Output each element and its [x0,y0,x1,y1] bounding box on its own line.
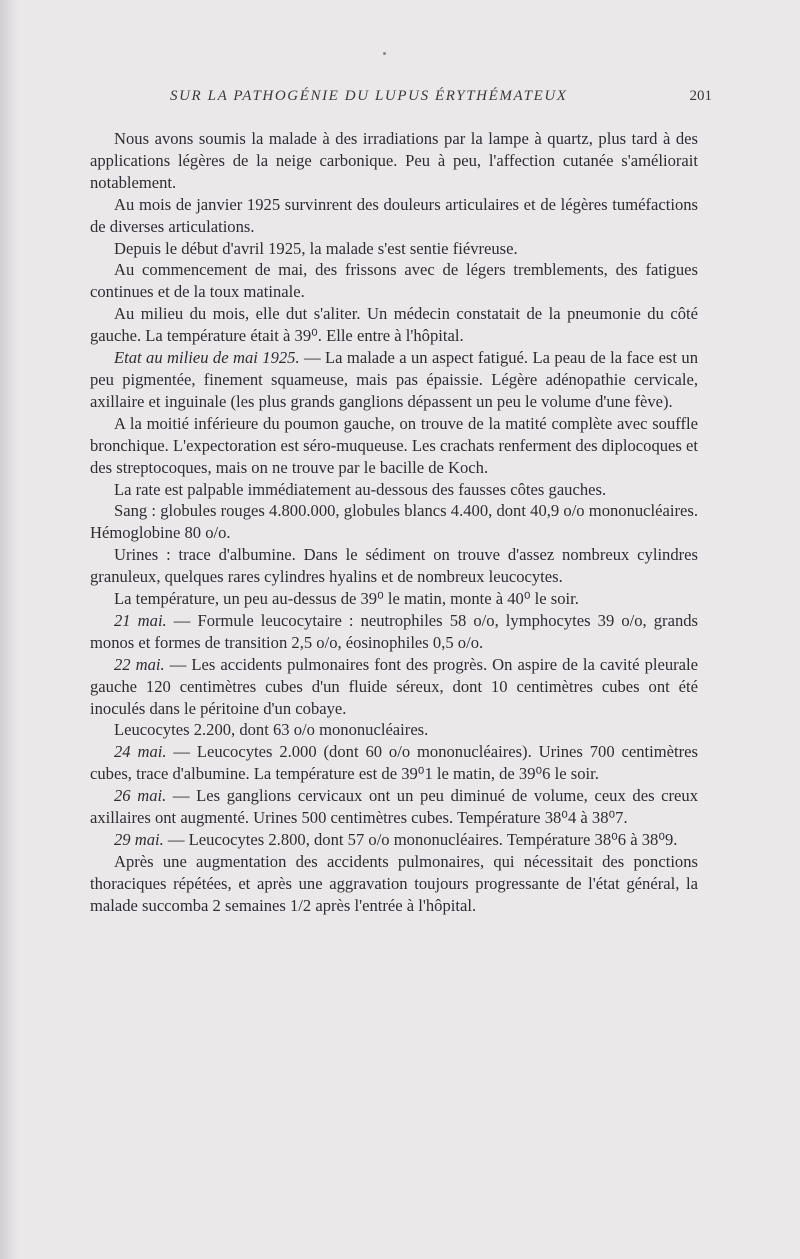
paragraph-text: Nous avons soumis la malade à des irradiations par la lampe à quartz, plus tard à des applications légères de la neige carbonique. Peu à peu, l'affection cutanée s'améliorait notablement. [90,129,698,192]
paragraph-text: A la moitié inférieure du poumon gauche, on trouve de la matité complète avec souffle bronchique. L'expectoration est séro-muqueuse. Les crachats renferment des diplocoques et des streptocoques, mais on ne trouve par le bacille de Koch. [90,413,698,477]
paragraph [90,544,698,588]
paragraph-text: Depuis le début d'avril 1925, la malade s'est sentie fiévreuse. [114,238,518,258]
paragraph [90,785,698,829]
paragraph-text: — Formule leucocytaire : neutrophiles 58 o/o, lymphocytes 39 o/o, grands monos et formes de transition 2,5 o/o, éosinophiles 0,5 o/o. [90,610,699,652]
page-number: 201 [689,88,712,104]
paragraph [90,303,698,347]
paragraph-text: Au mois de janvier 1925 survinrent des douleurs articulaires et de légères tuméfactions de diverses articulations. [90,194,698,236]
paragraph-text: Leucocytes 2.200, dont 63 o/o mononucléaires. [114,720,429,740]
paper-speck [383,52,386,55]
paragraph [90,741,698,785]
paragraph-lead: 22 mai. [114,654,165,674]
paragraph-text: La température, un peu au-dessus de 39⁰ le matin, monte à 40⁰ le soir. [114,589,579,609]
paragraph-text: Au milieu du mois, elle dut s'aliter. Un médecin constatait de la pneumonie du côté gauche. La température était à 39⁰. Elle entre à l'hôpital. [90,304,698,346]
page-edge-shadow [0,0,18,1259]
paragraph [90,259,698,303]
paragraph [90,500,698,544]
paragraph [90,654,698,720]
paragraph-text: — Leucocytes 2.800, dont 57 o/o mononucléaires. Température 38⁰6 à 38⁰9. [163,830,678,849]
paragraph [90,413,698,479]
paragraph [90,851,698,917]
running-head [90,88,710,112]
paragraph-lead: Etat au milieu de mai 1925. [114,348,300,368]
paragraph [90,610,698,654]
paragraph-text: — Leucocytes 2.000 (dont 60 o/o mononucléaires). Urines 700 centimètres cubes, trace d'albumine. La température est de 39⁰1 le matin, de 39⁰6 le soir. [90,742,698,784]
paragraph-text: Urines : trace d'albumine. Dans le sédiment on trouve d'assez nombreux cylindres granuleux, quelques rares cylindres hyalins et de nombreux leucocytes. [90,545,698,587]
paragraph-lead: 24 mai. [114,742,167,762]
paragraph-lead: 21 mai. [114,610,167,630]
paragraph-text: La rate est palpable immédiatement au-dessous des fausses côtes gauches. [114,479,607,499]
paragraph-text: — Les accidents pulmonaires font des progrès. On aspire de la cavité pleurale gauche 120 centimètres cubes d'un fluide séreux, dont 10 centimètres cubes ont été inoculés dans le péritoine d'un cobaye. [90,654,699,718]
paragraph-text: Sang : globules rouges 4.800.000, globules blancs 4.400, dont 40,9 o/o mononucléaires. Hémoglobine 80 o/o. [90,501,698,543]
paragraph [90,194,698,238]
paragraph [90,719,698,741]
paragraph-text: Après une augmentation des accidents pulmonaires, qui nécessitait des ponctions thoraciques répétées, et après une aggravation toujours progressante de l'état général, la malade succomba 2 semaines 1/2 après l'entrée à l'hôpital. [90,851,698,915]
paragraph [90,479,698,501]
body-text [90,128,698,917]
paragraph-lead: 29 mai. [114,830,164,849]
paragraph-text: Au commencement de mai, des frissons avec de légers tremblements, des fatigues continues et de la toux matinale. [90,260,698,302]
running-title: SUR LA PATHOGÉNIE DU LUPUS ÉRYTHÉMATEUX [170,88,568,104]
paragraph [90,128,698,194]
paragraph [90,238,698,260]
paragraph [90,347,698,413]
paragraph-text: — La malade a un aspect fatigué. La peau de la face est un peu pigmentée, finement squameuse, mais pas épaissie. Légère adénopathie cervicale, axillaire et inguinale (les plus grands ganglions dépassent un peu le volume d'une fève). [90,348,698,411]
paragraph [90,588,698,610]
paragraph-text: — Les ganglions cervicaux ont un peu diminué de volume, ceux des creux axillaires ont augmenté. Urines 500 centimètres cubes. Température 38⁰4 à 38⁰7. [90,786,699,828]
paragraph [90,829,698,851]
paragraph-lead: 26 mai. [114,786,167,806]
